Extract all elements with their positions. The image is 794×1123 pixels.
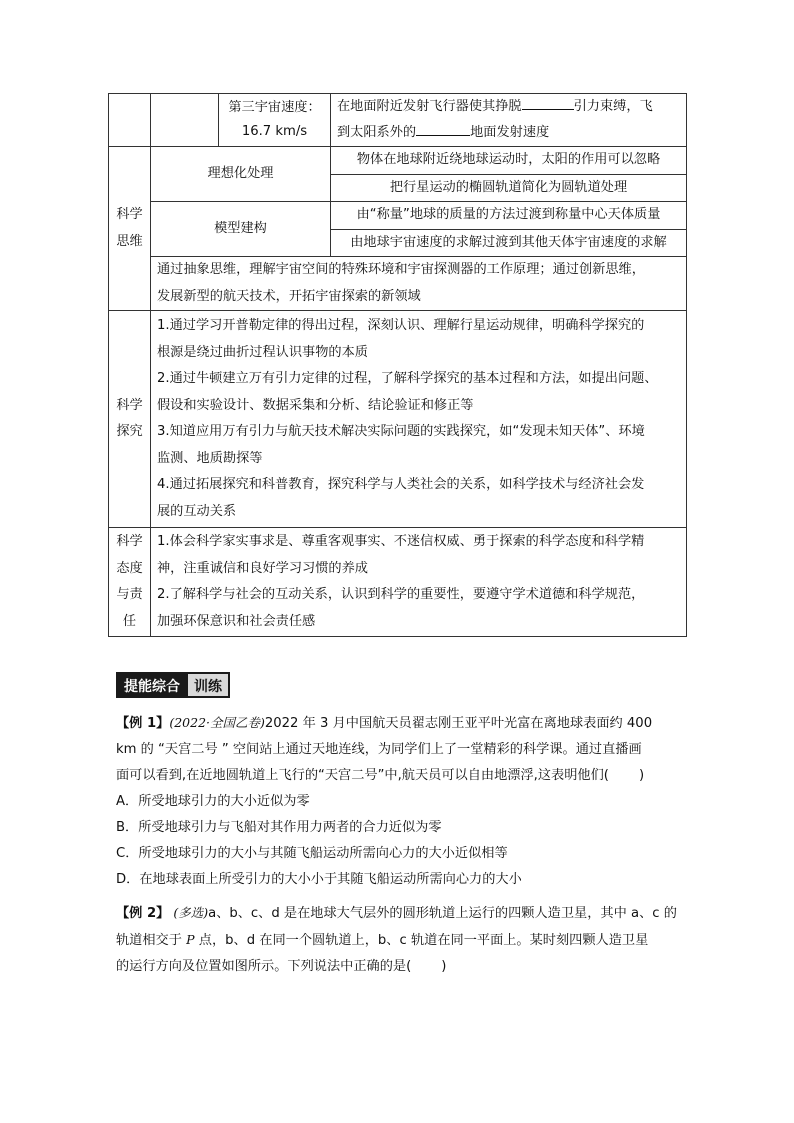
option-c: C．所受地球引力的大小与其随飞船运动所需向心力的大小近似相等 bbox=[116, 846, 508, 861]
example-label: 【例 2】 bbox=[116, 906, 170, 921]
category-text: 科学 bbox=[116, 207, 143, 222]
desc-text: 在地面附近发射飞行器使其挣脱 bbox=[337, 99, 522, 114]
idealization-label: 理想化处理 bbox=[151, 147, 331, 202]
model-item-2: 由地球宇宙速度的求解过渡到其他天体宇宙速度的求解 bbox=[331, 229, 687, 257]
example-text: 面可以看到,在近地圆轨道上飞行的“天宫二号”中,航天员可以自由地漂浮,这表明他们( bbox=[116, 768, 609, 783]
example-1-line bbox=[116, 710, 686, 737]
option-d: D．在地球表面上所受引力的大小小于其随飞船运动所需向心力的大小 bbox=[116, 872, 522, 887]
fill-blank bbox=[522, 94, 574, 110]
example-1 bbox=[116, 710, 686, 893]
table-row bbox=[109, 202, 687, 230]
inquiry-line: 3.知道应用万有引力与航天技术解决实际问题的实践探究，如“发现未知天体”、环境 bbox=[157, 424, 645, 439]
desc-text: 引力束缚，飞 bbox=[573, 99, 653, 114]
example-1-line: km 的 “天宫二号 ” 空间站上通过天地连线，为同学们上了一堂精彩的科学课。通过直播画 bbox=[116, 742, 642, 757]
example-text: ) bbox=[441, 959, 447, 974]
example-text: 2022 年 3 月中国航天员翟志刚王亚平叶光富在离地球表面约 400 bbox=[264, 716, 653, 731]
inquiry-line: 监测、地质勘探等 bbox=[157, 450, 263, 466]
model-item-1: 由“称量”地球的质量的方法过渡到称量中心天体质量 bbox=[331, 202, 687, 230]
attitude-line: 1.体会科学家实事求是、尊重客观事实、不迷信权威、勇于探索的科学态度和科学精 bbox=[157, 534, 645, 549]
velocity-description-cell bbox=[331, 94, 687, 147]
inquiry-line: 2.通过牛顿建立万有引力定律的过程，了解科学探究的基本过程和方法，如提出问题、 bbox=[157, 371, 658, 386]
category-text: 思维 bbox=[116, 233, 143, 249]
example-2-line bbox=[116, 900, 686, 927]
table-row bbox=[109, 311, 687, 528]
category-text: 与责 bbox=[116, 587, 143, 602]
category-scientific-thinking bbox=[109, 147, 151, 311]
example-source: (多选) bbox=[173, 905, 209, 920]
category-text: 探究 bbox=[116, 424, 143, 439]
desc-text: 到太阳系外的 bbox=[337, 125, 417, 140]
example-2 bbox=[116, 900, 686, 980]
category-scientific-inquiry bbox=[109, 311, 151, 528]
point-label: P bbox=[186, 932, 195, 947]
inquiry-line: 根源是绕过曲折过程认识事物的本质 bbox=[157, 344, 368, 360]
inquiry-line: 展的互动关系 bbox=[157, 503, 237, 519]
fill-blank bbox=[416, 120, 470, 136]
desc-text: 地面发射速度 bbox=[470, 125, 550, 140]
example-2-line bbox=[116, 927, 686, 954]
category-text: 科学 bbox=[116, 534, 143, 549]
abstract-thinking-cell bbox=[151, 257, 687, 311]
example-text: ) bbox=[638, 768, 645, 783]
model-label: 模型建构 bbox=[151, 202, 331, 257]
table-row bbox=[109, 257, 687, 311]
example-2-line bbox=[116, 954, 686, 980]
table-cell-empty bbox=[109, 94, 151, 147]
section-header-dark: 提能综合 bbox=[116, 672, 188, 698]
table-row-third-velocity bbox=[109, 94, 687, 147]
example-text: 点，b、d 在同一个圆轨道上，b、c 轨道在同一平面上。某时刻四颗人造卫星 bbox=[194, 933, 649, 948]
attitude-content bbox=[151, 528, 687, 637]
section-header-light: 训练 bbox=[188, 672, 230, 698]
attitude-line: 2.了解科学与社会的互动关系，认识到科学的重要性，要遵守学术道德和科学规范， bbox=[157, 587, 645, 602]
inquiry-content bbox=[151, 311, 687, 528]
section-header bbox=[116, 672, 230, 698]
abstract-line: 发展新型的航天技术，开拓宇宙探索的新领域 bbox=[157, 288, 421, 304]
option-b: B．所受地球引力与飞船对其作用力两者的合力近似为零 bbox=[116, 820, 442, 835]
inquiry-line: 1.通过学习开普勒定律的得出过程，深刻认识、理解行星运动规律，明确科学探究的 bbox=[157, 318, 645, 333]
example-text: 的运行方向及位置如图所示。下列说法中正确的是( bbox=[116, 959, 412, 974]
idealization-item-2: 把行星运动的椭圆轨道简化为圆轨道处理 bbox=[331, 174, 687, 202]
table-row bbox=[109, 147, 687, 175]
table-cell-empty bbox=[151, 94, 219, 147]
example-1-line bbox=[116, 763, 686, 789]
category-text: 态度 bbox=[116, 560, 143, 576]
example-source: (2022·全国乙卷) bbox=[169, 715, 265, 730]
category-scientific-attitude bbox=[109, 528, 151, 637]
example-text: 轨道相交于 bbox=[116, 933, 187, 948]
attitude-line: 神，注重诚信和良好学习习惯的养成 bbox=[157, 560, 368, 576]
abstract-line: 通过抽象思维，理解宇宙空间的特殊环境和宇宙探测器的工作原理；通过创新思维， bbox=[157, 262, 645, 277]
attitude-line: 加强环保意识和社会责任感 bbox=[157, 613, 316, 629]
category-text: 科学 bbox=[116, 397, 143, 413]
example-label: 【例 1】 bbox=[116, 716, 170, 731]
idealization-item-1: 物体在地球附近绕地球运动时，太阳的作用可以忽略 bbox=[331, 147, 687, 175]
inquiry-line: 假设和实验设计、数据采集和分析、结论验证和修正等 bbox=[157, 397, 474, 413]
velocity-label: 第三宇宙速度： bbox=[228, 100, 321, 115]
category-text: 任 bbox=[122, 613, 137, 629]
option-a: A．所受地球引力的大小近似为零 bbox=[116, 794, 310, 809]
velocity-value: 16.7 km/s bbox=[241, 124, 308, 139]
table-row bbox=[109, 528, 687, 637]
inquiry-line: 4.通过拓展探究和科普教育，探究科学与人类社会的关系，如科学技术与经济社会发 bbox=[157, 477, 645, 492]
velocity-label-cell bbox=[219, 94, 331, 147]
example-text: a、b、c、d 是在地球大气层外的圆形轨道上运行的四颗人造卫星，其中 a、c 的 bbox=[208, 906, 677, 921]
competency-table bbox=[108, 93, 687, 637]
